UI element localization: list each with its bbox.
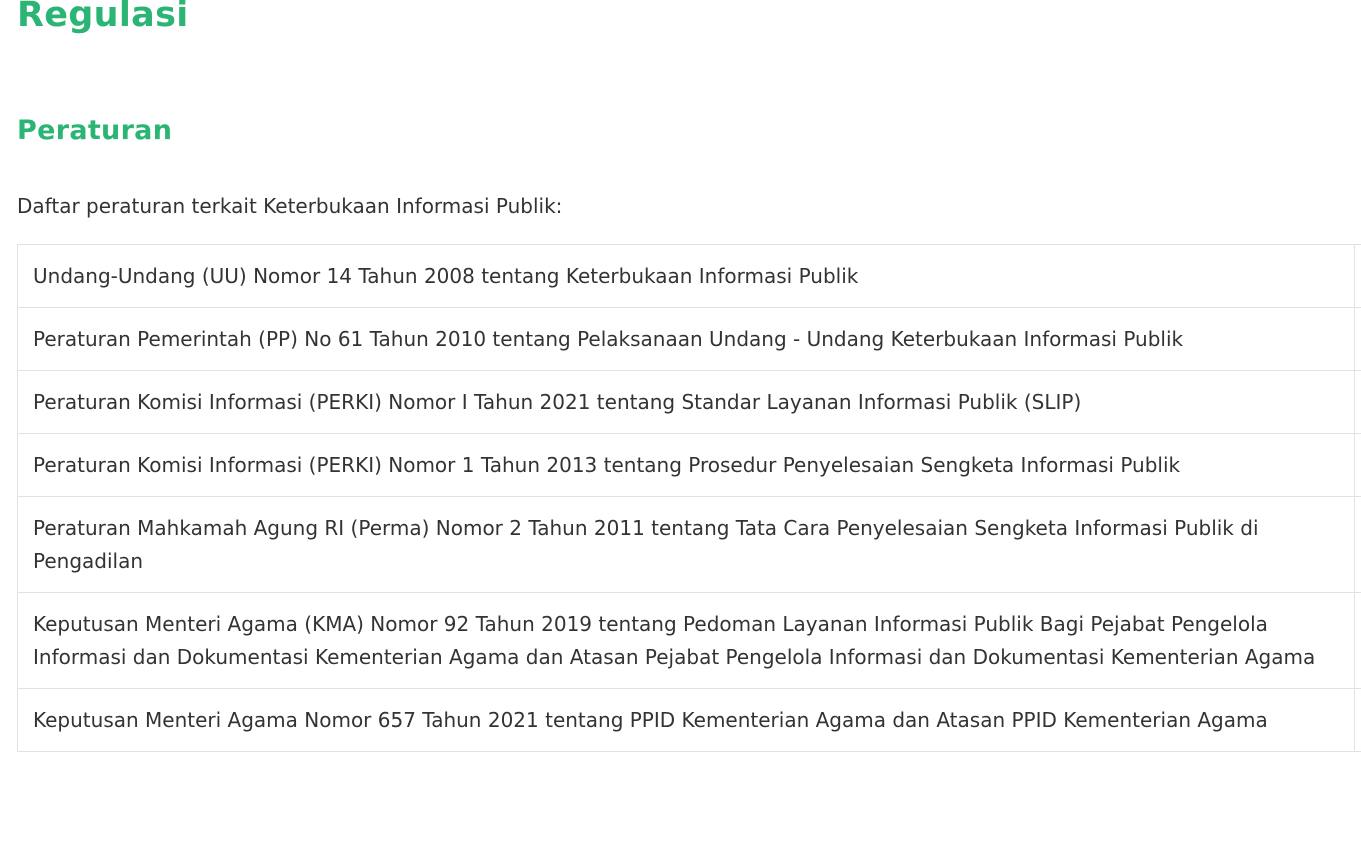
section-title: Peraturan: [17, 115, 173, 146]
table-row: [18, 245, 1361, 308]
table-row: [18, 689, 1361, 752]
regulation-cell[interactable]: Peraturan Komisi Informasi (PERKI) Nomor 1 Tahun 2013 tentang Prosedur Penyelesaian Sengketa Informasi Publik: [18, 434, 1355, 497]
regulation-cell[interactable]: Peraturan Komisi Informasi (PERKI) Nomor I Tahun 2021 tentang Standar Layanan Informasi Publik (SLIP): [18, 371, 1355, 434]
regulation-cell[interactable]: Keputusan Menteri Agama Nomor 657 Tahun 2021 tentang PPID Kementerian Agama dan Atasan PPID Kementerian Agama: [18, 689, 1355, 752]
regulation-cell[interactable]: Peraturan Pemerintah (PP) No 61 Tahun 2010 tentang Pelaksanaan Undang - Undang Keterbukaan Informasi Publik: [18, 308, 1355, 371]
regulation-cell[interactable]: Peraturan Mahkamah Agung RI (Perma) Nomor 2 Tahun 2011 tentang Tata Cara Penyelesaian Sengketa Informasi Publik di Pengadilan: [18, 497, 1355, 593]
regulation-cell[interactable]: Undang-Undang (UU) Nomor 14 Tahun 2008 tentang Keterbukaan Informasi Publik: [18, 245, 1355, 308]
table-spacer-cell: [1355, 593, 1361, 689]
table-row: [18, 371, 1361, 434]
table-spacer-cell: [1355, 371, 1361, 434]
table-spacer-cell: [1355, 308, 1361, 371]
table-row: [18, 434, 1361, 497]
table-row: [18, 593, 1361, 689]
table-row: [18, 308, 1361, 371]
table-spacer-cell: [1355, 434, 1361, 497]
intro-text: Daftar peraturan terkait Keterbukaan Informasi Publik:: [17, 194, 563, 218]
table-spacer-cell: [1355, 497, 1361, 593]
table-row: [18, 497, 1361, 593]
regulation-table: [17, 244, 1361, 752]
table-spacer-cell: [1355, 245, 1361, 308]
regulation-cell[interactable]: Keputusan Menteri Agama (KMA) Nomor 92 Tahun 2019 tentang Pedoman Layanan Informasi Publik Bagi Pejabat Pengelola Informasi dan Dokumentasi Kementerian Agama dan Atasan Pejabat Pengelola Informasi dan Dokumentasi Kementerian Agama: [18, 593, 1355, 689]
page-title: Regulasi: [17, 0, 189, 35]
table-spacer-cell: [1355, 689, 1361, 752]
